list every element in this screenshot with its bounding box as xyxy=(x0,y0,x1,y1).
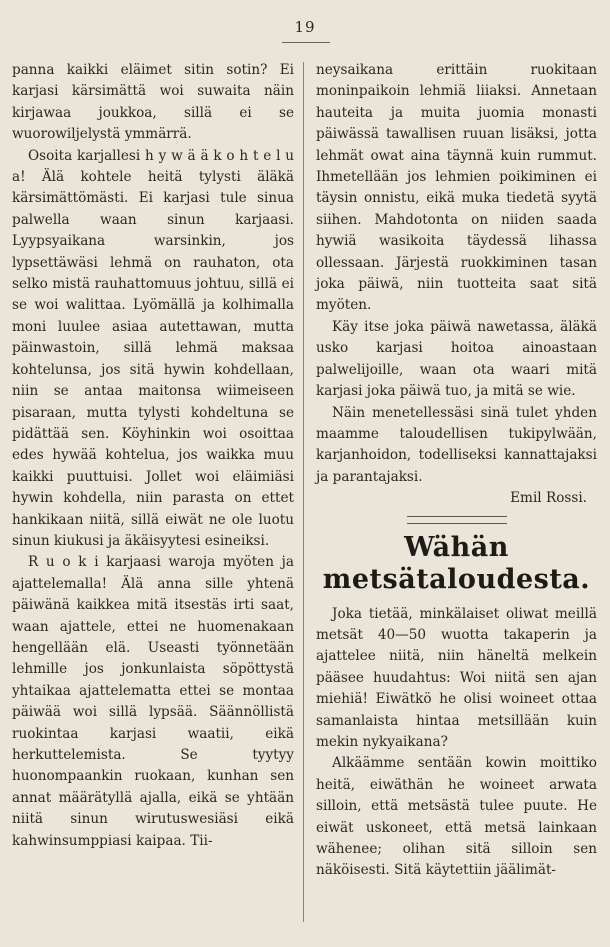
column-divider xyxy=(303,62,304,922)
section-paragraph-1: Joka tietää, minkälaiset oliwat meillä metsät 40—50 wuotta takaperin ja ajattelee niitä, niin häneltä melkein pääsee huudahtus: Woi niitä sen ajan miehiä! Eiwätkö he olisi woineet ottaa samanlaista hintaa metsillään kuin mekin nykyaikana? xyxy=(316,605,597,750)
left-column xyxy=(12,60,294,852)
left-paragraph-3: R u o k i karjaasi waroja myöten ja ajattelemalla! Älä anna sille yhtenä päiwänä kaikkea mitä itsestäs irti saat, waan ajattele, ettei ne huomenakaan hengellään elä. Useasti työnnetään lehmille jos jonkunlaista söpöttystä yhtaikaa ajattelematta ettei se montaa päiwää woi sillä lypsää. Säännöllistä ruokintaa karjasi waatii, eikä herkuttelemista. Se tyytyy huonompaankin ruokaan, kunhan sen annat määrätyllä ajalla, eikä se yhtään niitä sinun wirutuswesiäsi eikä kahwinsumppiasi kaipaa. Tii- xyxy=(12,554,294,849)
left-paragraph-1: panna kaikki eläimet sitin sotin? Ei karjasi kärsimättä woi suwaita näin kirjawaa joukkoa, sillä ei se wuorowiljelystä ymmärrä. xyxy=(12,62,294,143)
section-heading: Wähän metsätaloudesta. xyxy=(322,531,591,595)
right-column xyxy=(316,60,597,882)
right-paragraph-1: neysaikana erittäin ruokitaan moninpaikoin lehmiä liiaksi. Annetaan hauteita ja muita juomia monasti päiwässä tawallisen ruuan lisäksi, jotta lehmät owat aina täynnä kuin rummut. Ihmetellään jos lehmien poikiminen ei täysin onnistu, eikä muka tiedetä syytä siihen. Mahdotonta on niiden saada hywiä wasikoita täydessä lihassa ollessaan. Järjestä ruokkiminen tasan joka päiwä, niin tuotteita saat sitä myöten. xyxy=(316,62,597,314)
header-rule xyxy=(282,42,330,43)
section-divider xyxy=(407,516,507,524)
left-paragraph-2: Osoita karjallesi h y w ä ä k o h t e l u a! Älä kohtele heitä tylysti äläkä kärsimättömästi. Ei karjasi tule sinua palwella waan sinun karjaasi. Lyypsyaikana warsinkin, jos lypsettäwäsi lehmä on rauhaton, ota selko mistä rauhattomuus johtuu, sillä ei se woi walittaa. Lyömällä ja kolhimalla moni luulee asiaa autettawan, mutta päinwastoin, sillä lehmä maksaa kohtelunsa, jos sitä hywin kohdellaan, niin se antaa maitonsa wiimeiseen pisaraan, mutta tylysti kohdeltuna se pidättää sen. Köyhinkin woi osoittaa edes hywää kohtelua, jos waikka muu kaikki puuttuisi. Jollet woi eläimiäsi hywin kohdella, niin parasta on ettet hankikaan niitä, sillä eiwät ne ole luotu sinun kiukusi ja äkäisyytesi esineiksi. xyxy=(12,147,294,549)
section-paragraph-2: Alkäämme sentään kowin moittiko heitä, eiwäthän he woineet arwata silloin, että metsästä tulee puute. He eiwät uskoneet, että metsä lainkaan wähenee; olihan sitä silloin sen näköisesti. Sitä käytettiin jäälimät- xyxy=(316,755,597,879)
right-paragraph-2: Käy itse joka päiwä nawetassa, äläkä usko karjasi hoitoa ainoastaan palwelijoille, waan ota waari mitä karjasi joka päiwä tuo, ja mitä se wie. xyxy=(316,318,597,400)
page-number: 19 xyxy=(294,18,316,36)
right-paragraph-3: Näin menetellessäsi sinä tulet yhden maamme taloudellisen tukipylwään, karjanhoidon, todelliseksi kannattajaksi ja parantajaksi. xyxy=(316,404,597,485)
signature: Emil Rossi. xyxy=(510,490,587,507)
